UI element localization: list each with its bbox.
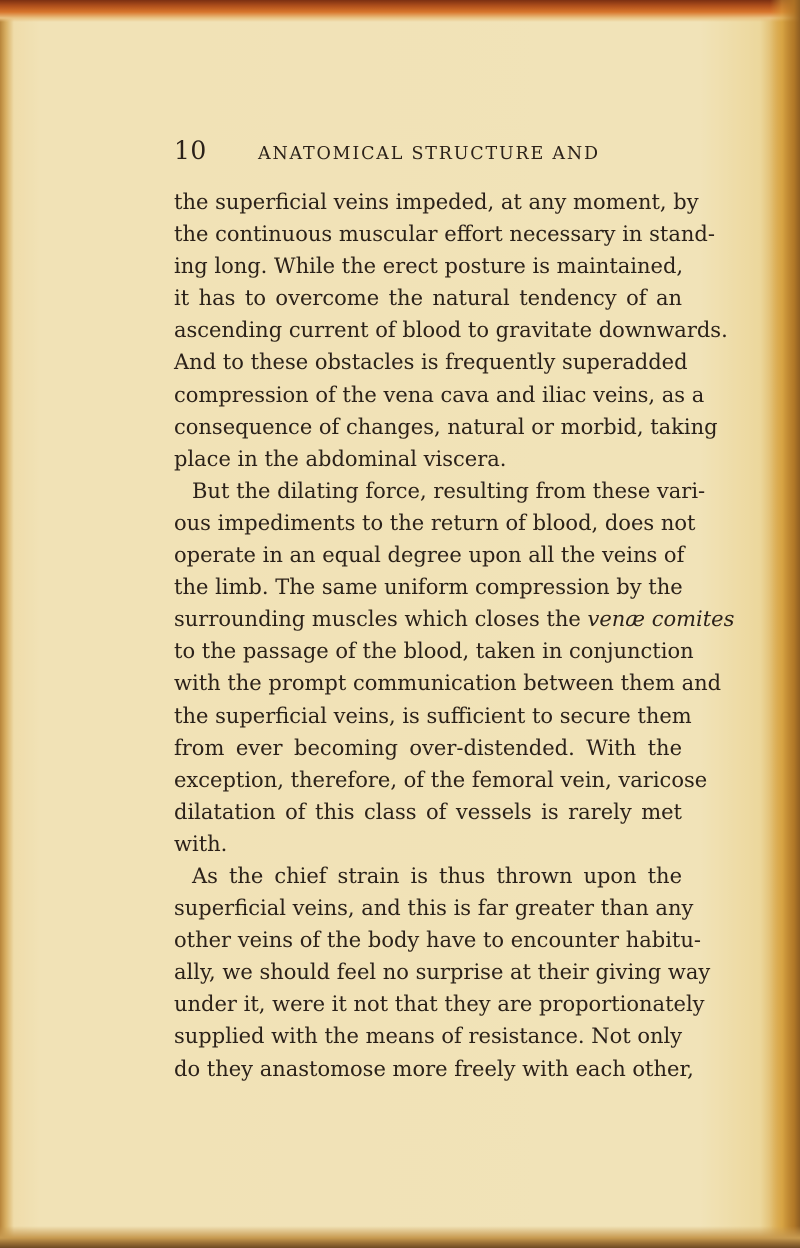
text-line: the superficial veins, is sufficient to secure them — [174, 703, 692, 728]
text-line: the continuous muscular effort necessary in stand- — [174, 222, 715, 247]
text-line: exception, therefore, of the femoral vein, varicose — [174, 767, 708, 792]
text-line: And to these obstacles is frequently superadded — [174, 350, 688, 375]
text-line: the superficial veins impeded, at any moment, by — [174, 190, 699, 214]
text-line: operate in an equal degree upon all the veins of — [174, 543, 685, 568]
body-text — [174, 186, 735, 1085]
text-line-with-italic — [174, 603, 735, 635]
running-head-title: ANATOMICAL STRUCTURE AND — [258, 144, 600, 164]
text-line: to the passage of the blood, taken in conjunction — [174, 639, 694, 664]
text-line: supplied with the means of resistance. Not only — [174, 1024, 683, 1049]
text-line: ally, we should feel no surprise at their giving way — [174, 960, 711, 985]
text-line: ascending current of blood to gravitate downwards. — [174, 318, 728, 343]
text-segment: surrounding muscles which closes the — [174, 607, 588, 632]
text-line: do they anastomose more freely with each other, — [174, 1056, 694, 1081]
text-line: compression of the vena cava and iliac veins, as a — [174, 382, 705, 407]
text-line: other veins of the body have to encounter habitu- — [174, 928, 701, 953]
text-line: place in the abdominal viscera. — [174, 446, 507, 471]
page-number: 10 — [174, 136, 207, 165]
text-line: the limb. The same uniform compression by the — [174, 575, 683, 600]
text-line: from ever becoming over-distended. With the — [174, 735, 682, 760]
text-line: under it, were it not that they are proportionately — [174, 992, 705, 1017]
text-line: with. — [174, 831, 228, 856]
text-line: it has to overcome the natural tendency of an — [174, 286, 682, 311]
text-line: As the chief strain is thus thrown upon the — [192, 863, 682, 888]
italic-term: venæ comites — [587, 607, 735, 632]
running-head — [174, 136, 734, 176]
text-line: But the dilating force, resulting from these vari- — [192, 478, 706, 503]
text-line: ing long. While the erect posture is maintained, — [174, 254, 684, 279]
text-line: ous impediments to the return of blood, does not — [174, 510, 696, 535]
text-line: consequence of changes, natural or morbid, taking — [174, 414, 718, 439]
text-line: superficial veins, and this is far greater than any — [174, 896, 694, 921]
text-line: with the prompt communication between them and — [174, 671, 722, 696]
text-line: dilatation of this class of vessels is rarely met — [174, 799, 682, 824]
